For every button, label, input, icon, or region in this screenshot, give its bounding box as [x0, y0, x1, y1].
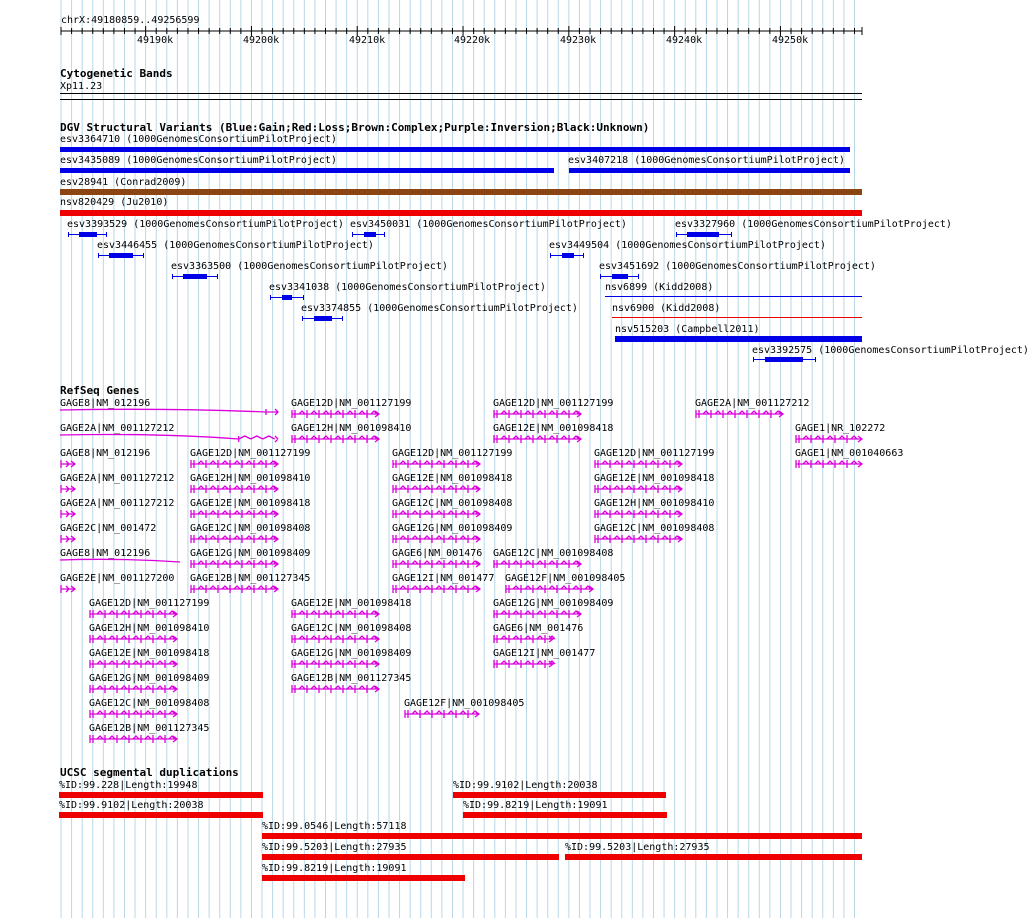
gene-label: GAGE6|NM_001476 — [392, 548, 483, 559]
dgv-variant-cap — [815, 357, 816, 362]
gene-model[interactable] — [89, 609, 183, 623]
gene-model[interactable] — [190, 534, 284, 548]
segdup-bar[interactable] — [262, 875, 465, 881]
segdup-label: %ID:99.228|Length:19948 — [59, 780, 198, 791]
segdup-bar[interactable] — [59, 792, 263, 798]
gene-label: GAGE12E|NM_001098418 — [594, 473, 715, 484]
gene-label: GAGE12D|NM_001127199 — [89, 598, 210, 609]
gene-label: GAGE12D|NM_001127199 — [594, 448, 715, 459]
gene-model[interactable] — [392, 584, 486, 598]
gene-label: GAGE12D|NM_001127199 — [190, 448, 311, 459]
gene-model[interactable] — [594, 509, 688, 523]
segdup-label: %ID:99.8219|Length:19091 — [463, 800, 608, 811]
gene-label: GAGE8|NM_012196 — [60, 448, 151, 459]
ruler-tick-label: 49190k — [137, 35, 174, 46]
cytoband-bar[interactable] — [60, 99, 862, 100]
dgv-variant-cap — [143, 253, 144, 258]
gene-model[interactable] — [392, 484, 486, 498]
dgv-variant-bar[interactable] — [60, 210, 862, 216]
gene-model[interactable] — [89, 734, 183, 748]
dgv-variant-label: esv3341038 (1000GenomesConsortiumPilotProject) — [269, 282, 546, 293]
gene-model[interactable] — [795, 434, 868, 448]
cytoband-label: Xp11.23 — [60, 81, 103, 92]
gene-model[interactable] — [190, 509, 284, 523]
gene-label: GAGE12E|NM_001098418 — [190, 498, 311, 509]
dgv-variant-label: esv3407218 (1000GenomesConsortiumPilotProject) — [568, 155, 845, 166]
dgv-variant-cap — [638, 274, 639, 279]
gene-model[interactable] — [291, 409, 385, 423]
gene-model[interactable] — [594, 459, 688, 473]
segdup-label: %ID:99.9102|Length:20038 — [59, 800, 204, 811]
ruler-tick-label: 49250k — [772, 35, 809, 46]
gene-label: GAGE12D|NM_001127199 — [291, 398, 412, 409]
dgv-variant-cap — [753, 357, 754, 362]
gene-model[interactable] — [493, 659, 559, 673]
gene-label: GAGE12G|NM_001098409 — [291, 648, 412, 659]
gene-label: GAGE12H|NM_001098410 — [291, 423, 412, 434]
gene-label: GAGE12C|NM_001098408 — [493, 548, 614, 559]
dgv-variant-bar[interactable] — [612, 274, 628, 279]
dgv-variant-label: nsv6899 (Kidd2008) — [605, 282, 714, 293]
gene-label: GAGE12I|NM_001477 — [493, 648, 596, 659]
dgv-variant-bar[interactable] — [60, 147, 850, 152]
gene-label: GAGE12E|NM_001098418 — [89, 648, 210, 659]
dgv-variant-label: esv3446455 (1000GenomesConsortiumPilotProject) — [97, 240, 374, 251]
gene-model[interactable] — [190, 584, 284, 598]
dgv-variant-cap — [342, 316, 343, 321]
track-title-dgv[interactable]: DGV Structural Variants (Blue:Gain;Red:Loss;Brown:Complex;Purple:Inversion;Black:Unknown) — [60, 121, 650, 134]
dgv-variant-cap — [68, 232, 69, 237]
gene-model[interactable] — [291, 634, 385, 648]
gene-label: GAGE1|NM_001040663 — [795, 448, 904, 459]
dgv-variant-bar[interactable] — [60, 189, 862, 195]
gene-label: GAGE12I|NM_001477 — [392, 573, 495, 584]
segdup-bar[interactable] — [59, 812, 263, 818]
gene-model[interactable] — [190, 559, 284, 573]
gene-label: GAGE12C|NM_001098408 — [291, 623, 412, 634]
gene-label: GAGE12B|NM_001127345 — [190, 573, 311, 584]
dgv-variant-bar[interactable] — [569, 168, 850, 173]
ruler-tick-label: 49200k — [243, 35, 280, 46]
gene-label: GAGE12B|NM_001127345 — [291, 673, 412, 684]
dgv-variant-bar[interactable] — [109, 253, 133, 258]
gene-model[interactable] — [89, 659, 183, 673]
gene-label: GAGE12C|NM_001098408 — [392, 498, 513, 509]
gene-model[interactable] — [60, 434, 284, 448]
segdup-label: %ID:99.9102|Length:20038 — [453, 780, 598, 791]
gene-model[interactable] — [695, 409, 789, 423]
dgv-variant-cap — [550, 253, 551, 258]
dgv-variant-label: esv3392575 (1000GenomesConsortiumPilotProject) — [752, 345, 1029, 356]
gene-label: GAGE12B|NM_001127345 — [89, 723, 210, 734]
gene-model[interactable] — [60, 484, 81, 498]
dgv-variant-label: nsv6900 (Kidd2008) — [612, 303, 721, 314]
dgv-variant-bar[interactable] — [314, 316, 332, 321]
gene-model[interactable] — [493, 559, 587, 573]
dgv-variant-cap — [676, 232, 677, 237]
dgv-variant-label: esv3449504 (1000GenomesConsortiumPilotProject) — [549, 240, 826, 251]
gene-label: GAGE12G|NM_001098409 — [190, 548, 311, 559]
gene-label: GAGE6|NM_001476 — [493, 623, 584, 634]
dgv-variant-label: esv3393529 (1000GenomesConsortiumPilotProject) — [67, 219, 344, 230]
segdup-label: %ID:99.5203|Length:27935 — [262, 842, 407, 853]
gene-model[interactable] — [60, 559, 186, 573]
gene-model[interactable] — [60, 509, 81, 523]
ruler-tick-label: 49240k — [666, 35, 703, 46]
gene-model[interactable] — [60, 459, 81, 473]
gene-model[interactable] — [392, 509, 486, 523]
gene-label: GAGE12G|NM_001098409 — [392, 523, 513, 534]
dgv-variant-label: nsv515203 (Campbell2011) — [615, 324, 760, 335]
dgv-variant-bar[interactable] — [282, 295, 292, 300]
dgv-variant-cap — [106, 232, 107, 237]
segdup-label: %ID:99.0546|Length:57118 — [262, 821, 407, 832]
dgv-variant-label: esv3451692 (1000GenomesConsortiumPilotProject) — [599, 261, 876, 272]
dgv-variant-cap — [583, 253, 584, 258]
dgv-variant-cap — [600, 274, 601, 279]
dgv-variant-cap — [731, 232, 732, 237]
dgv-variant-label: esv3327960 (1000GenomesConsortiumPilotProject) — [675, 219, 952, 230]
gene-model[interactable] — [60, 409, 284, 423]
dgv-variant-cap — [98, 253, 99, 258]
gene-model[interactable] — [190, 484, 284, 498]
gene-model[interactable] — [493, 434, 587, 448]
gene-model[interactable] — [291, 434, 385, 448]
dgv-variant-cap — [384, 232, 385, 237]
ruler-range-label: chrX:49180859..49256599 — [61, 15, 200, 26]
dgv-variant-label: esv3435089 (1000GenomesConsortiumPilotProject) — [60, 155, 337, 166]
dgv-variant-bar[interactable] — [612, 317, 862, 318]
gene-model[interactable] — [404, 709, 485, 723]
dgv-variant-cap — [217, 274, 218, 279]
dgv-variant-cap — [352, 232, 353, 237]
gene-label: GAGE12G|NM_001098409 — [89, 673, 210, 684]
segdup-bar[interactable] — [565, 854, 862, 860]
gene-label: GAGE8|NM_012196 — [60, 548, 151, 559]
gene-label: GAGE12C|NM_001098408 — [190, 523, 311, 534]
dgv-variant-cap — [172, 274, 173, 279]
gene-label: GAGE12E|NM_001098418 — [493, 423, 614, 434]
segdup-bar[interactable] — [262, 833, 862, 839]
gene-label: GAGE12D|NM_001127199 — [493, 398, 614, 409]
gene-label: GAGE12H|NM_001098410 — [594, 498, 715, 509]
gene-model[interactable] — [493, 609, 587, 623]
segdup-bar[interactable] — [262, 854, 559, 860]
ruler-axis[interactable] — [0, 0, 890, 50]
segdup-label: %ID:99.8219|Length:19091 — [262, 863, 407, 874]
dgv-variant-bar[interactable] — [687, 232, 719, 237]
gene-model[interactable] — [392, 534, 486, 548]
gene-label: GAGE8|NM_012196 — [60, 398, 151, 409]
dgv-variant-cap — [302, 316, 303, 321]
gene-model[interactable] — [89, 684, 183, 698]
gene-model[interactable] — [392, 559, 486, 573]
track-title-refseq[interactable]: RefSeq Genes — [60, 384, 140, 397]
gene-model[interactable] — [795, 459, 868, 473]
dgv-variant-bar[interactable] — [183, 274, 207, 279]
gene-label: GAGE2C|NM_001472 — [60, 523, 157, 534]
gene-label: GAGE12F|NM_001098405 — [505, 573, 626, 584]
dgv-variant-label: esv3450031 (1000GenomesConsortiumPilotProject) — [350, 219, 627, 230]
dgv-variant-bar[interactable] — [79, 232, 97, 237]
gene-model[interactable] — [190, 459, 284, 473]
gene-model[interactable] — [60, 534, 81, 548]
segdup-label: %ID:99.5203|Length:27935 — [565, 842, 710, 853]
gene-model[interactable] — [291, 684, 385, 698]
segdup-bar[interactable] — [463, 812, 667, 818]
ruler-tick-label: 49210k — [349, 35, 386, 46]
gene-model[interactable] — [594, 484, 688, 498]
segdup-bar[interactable] — [453, 792, 666, 798]
gene-label: GAGE2A|NM_001127212 — [60, 423, 175, 434]
dgv-variant-bar[interactable] — [615, 336, 862, 342]
dgv-variant-label: esv28941 (Conrad2009) — [60, 177, 187, 188]
gene-model[interactable] — [89, 634, 183, 648]
dgv-variant-cap — [303, 295, 304, 300]
gene-label: GAGE2E|NM_001127200 — [60, 573, 175, 584]
gene-label: GAGE12F|NM_001098405 — [404, 698, 525, 709]
gene-label: GAGE2A|NM_001127212 — [60, 473, 175, 484]
dgv-variant-bar[interactable] — [562, 253, 574, 258]
gene-label: GAGE12E|NM_001098418 — [392, 473, 513, 484]
gene-label: GAGE12H|NM_001098410 — [190, 473, 311, 484]
dgv-variant-bar[interactable] — [605, 296, 862, 297]
gene-label: GAGE1|NR_102272 — [795, 423, 886, 434]
gene-label: GAGE12C|NM_001098408 — [594, 523, 715, 534]
dgv-variant-label: nsv820429 (Ju2010) — [60, 197, 169, 208]
track-title-cytobands[interactable]: Cytogenetic Bands — [60, 67, 173, 80]
gene-label: GAGE12C|NM_001098408 — [89, 698, 210, 709]
dgv-variant-bar[interactable] — [364, 232, 376, 237]
gene-label: GAGE12G|NM_001098409 — [493, 598, 614, 609]
gene-model[interactable] — [493, 634, 559, 648]
gene-label: GAGE2A|NM_001127212 — [60, 498, 175, 509]
gene-label: GAGE12E|NM_001098418 — [291, 598, 412, 609]
dgv-variant-label: esv3364710 (1000GenomesConsortiumPilotProject) — [60, 134, 337, 145]
gene-model[interactable] — [60, 584, 81, 598]
ruler-tick-label: 49220k — [454, 35, 491, 46]
dgv-variant-cap — [270, 295, 271, 300]
dgv-variant-bar[interactable] — [60, 168, 554, 173]
gene-model[interactable] — [505, 584, 599, 598]
gene-model[interactable] — [392, 459, 486, 473]
gene-model[interactable] — [594, 534, 688, 548]
dgv-variant-label: esv3374855 (1000GenomesConsortiumPilotProject) — [301, 303, 578, 314]
gene-model[interactable] — [493, 409, 587, 423]
track-title-segdup[interactable]: UCSC segmental duplications — [60, 766, 239, 779]
gene-label: GAGE2A|NM_001127212 — [695, 398, 810, 409]
gene-model[interactable] — [89, 709, 183, 723]
dgv-variant-bar[interactable] — [765, 357, 803, 362]
ruler-tick-label: 49230k — [560, 35, 597, 46]
gene-model[interactable] — [291, 659, 385, 673]
dgv-variant-label: esv3363500 (1000GenomesConsortiumPilotProject) — [171, 261, 448, 272]
cytoband-bar[interactable] — [60, 93, 862, 94]
gene-label: GAGE12H|NM_001098410 — [89, 623, 210, 634]
gene-model[interactable] — [291, 609, 385, 623]
gene-label: GAGE12D|NM_001127199 — [392, 448, 513, 459]
